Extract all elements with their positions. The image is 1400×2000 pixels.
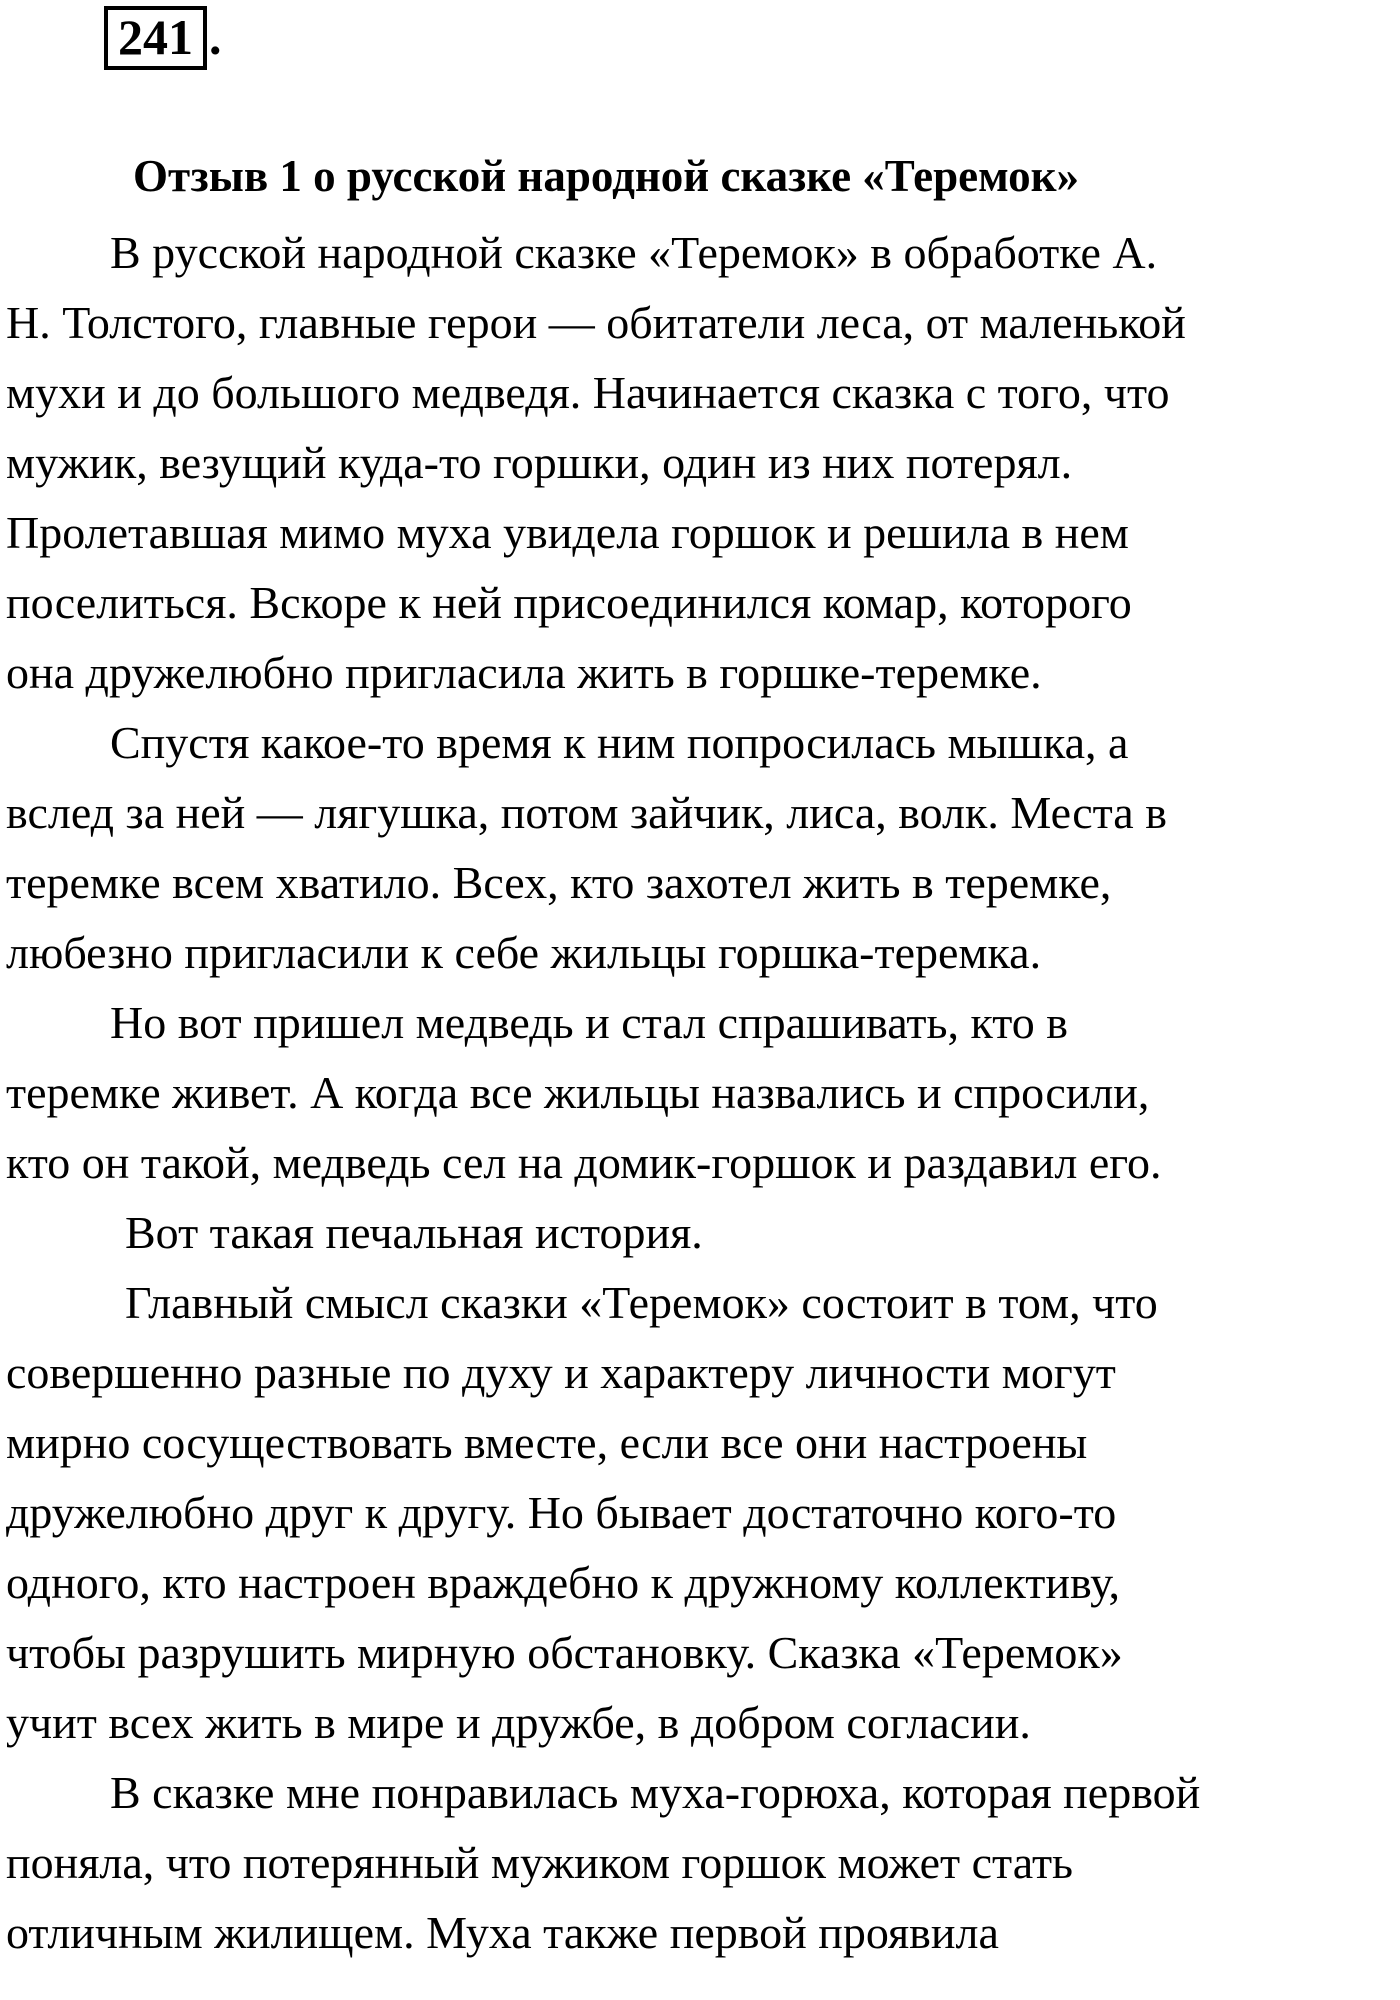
exercise-number-suffix: . [209,9,222,65]
text-line: она дружелюбно пригласила жить в горшке-теремке. [6,647,1042,698]
text-line: одного, кто настроен враждебно к дружному коллективу, [6,1557,1121,1608]
text-line: поняла, что потерянный мужиком горшок может стать [6,1837,1074,1888]
text-line: поселиться. Вскоре к ней присоединился комар, которого [6,577,1132,628]
text-line: теремке живет. А когда все жильцы назвались и спросили, [6,1067,1150,1118]
text-line: совершенно разные по духу и характеру личности могут [6,1347,1116,1398]
text-line: Главный смысл сказки «Теремок» состоит в том, что [125,1277,1158,1328]
text-line: отличным жилищем. Муха также первой проявила [6,1907,999,1958]
text-line: мухи и до большого медведя. Начинается сказка с того, что [6,367,1170,418]
text-line: Но вот пришел медведь и стал спрашивать, кто в [110,997,1068,1048]
text-line: Вот такая печальная история. [125,1207,703,1258]
review-text [6,218,1396,1968]
text-line: дружелюбно друг к другу. Но бывает достаточно кого-то [6,1487,1117,1538]
exercise-number-box: 241 [104,6,207,70]
exercise-number [104,6,222,70]
text-line: кто он такой, медведь сел на домик-горшок и раздавил его. [6,1137,1162,1188]
text-line: мужик, везущий куда-то горшки, один из них потерял. [6,437,1073,488]
text-line: чтобы разрушить мирную обстановку. Сказка «Теремок» [6,1627,1123,1678]
text-line: Н. Толстого, главные герои — обитатели леса, от маленькой [6,297,1186,348]
text-line: Пролетавшая мимо муха увидела горшок и решила в нем [6,507,1129,558]
text-line: Спустя какое-то время к ним попросилась мышка, а [110,717,1129,768]
text-line: В сказке мне понравилась муха-горюха, которая первой [110,1767,1201,1818]
text-line: любезно пригласили к себе жильцы горшка-теремка. [6,927,1042,978]
text-line: теремке всем хватило. Всех, кто захотел жить в теремке, [6,857,1112,908]
text-line: В русской народной сказке «Теремок» в обработке А. [110,227,1158,278]
text-line: вслед за ней — лягушка, потом зайчик, лиса, волк. Места в [6,787,1167,838]
document-title: Отзыв 1 о русской народной сказке «Теремок» [133,151,1080,201]
text-line: мирно сосуществовать вместе, если все они настроены [6,1417,1088,1468]
text-line: учит всех жить в мире и дружбе, в добром согласии. [6,1697,1031,1748]
